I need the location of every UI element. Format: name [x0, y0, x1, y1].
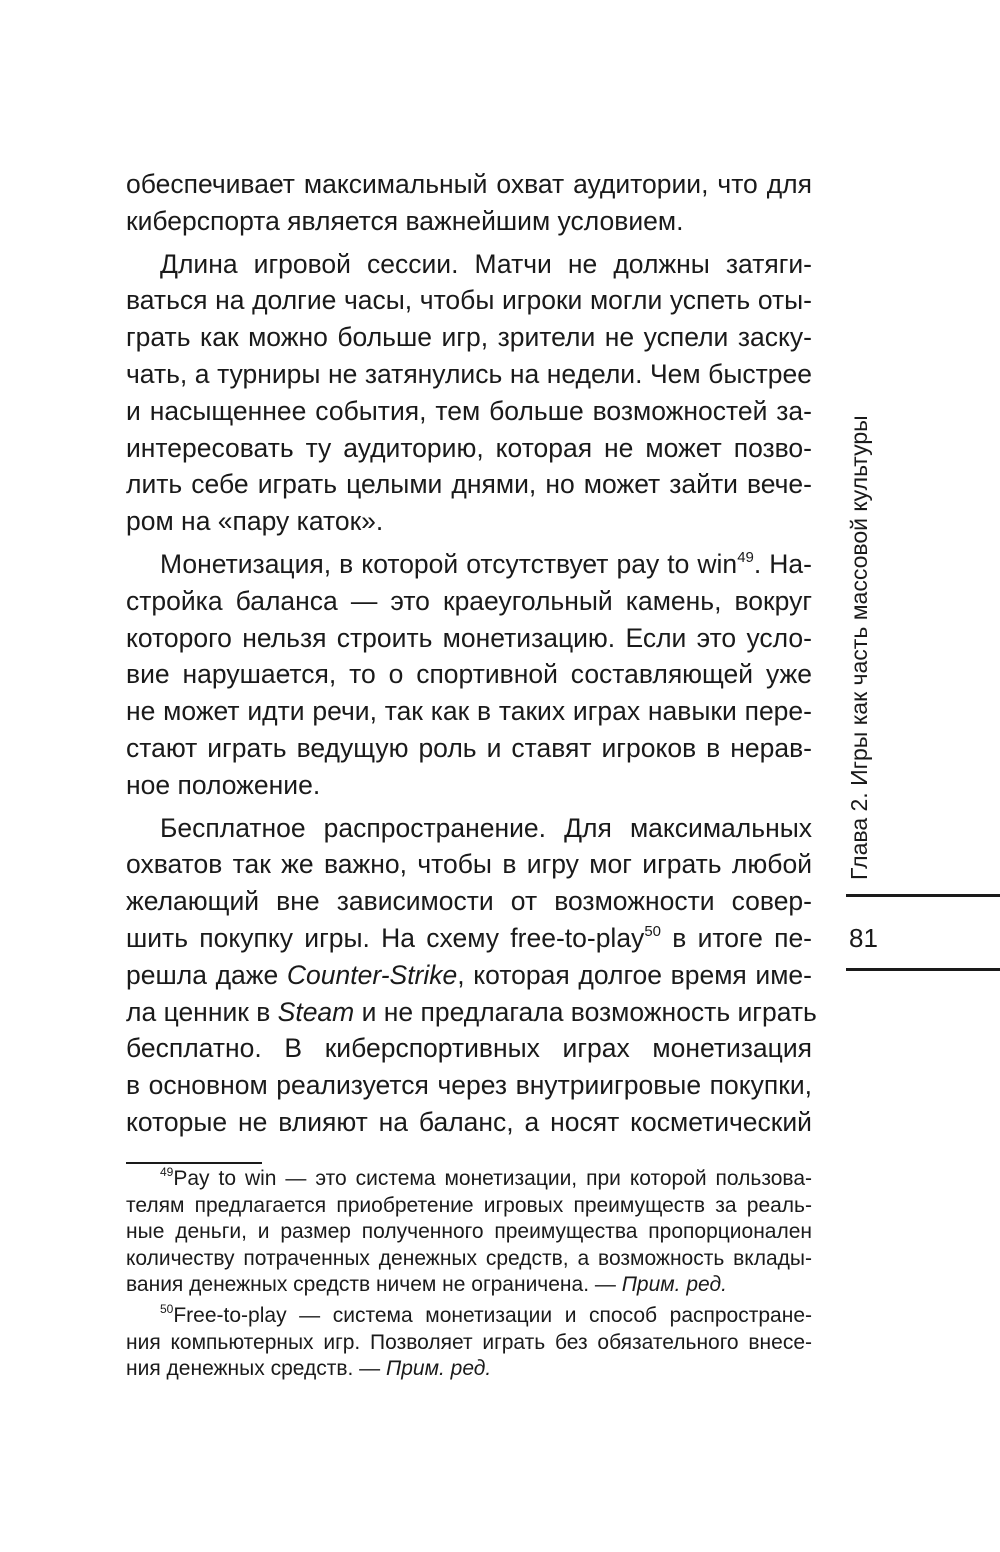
text-line: интересовать ту аудиторию, которая не может позво-: [126, 432, 812, 463]
editor-note: Прим. ред.: [621, 1273, 727, 1297]
text-segment: Free-to-play — система монетизации и способ распростране-: [173, 1303, 812, 1327]
text-line: ром на «пару каток».: [126, 506, 384, 537]
sidebar-rule-top: [846, 894, 1000, 897]
text-line: [126, 920, 812, 957]
footnote-line: количеству потраченных денежных средств, а возможность вклады-: [126, 1246, 812, 1270]
text-line: [126, 957, 812, 994]
footnote-line: [126, 1303, 812, 1330]
text-segment: вания денежных средств ничем не ограничена. —: [126, 1273, 622, 1297]
footnote-line: телям предлагается приобретение игровых преимуществ за реаль-: [126, 1193, 812, 1217]
paragraph-1: [126, 166, 812, 240]
text-line: [126, 546, 812, 583]
text-line: киберспорта является важнейшим условием.: [126, 205, 684, 236]
footnote-ref-50[interactable]: 50: [644, 922, 661, 940]
paragraph-3: [126, 546, 812, 804]
footnote-divider: [126, 1162, 262, 1164]
sidebar-rule-bottom: [846, 968, 1000, 971]
text-line: охватов так же важно, чтобы в игру мог играть любой: [126, 849, 812, 880]
text-line: чать, а турниры не затянулись на недели. Чем быстрее: [126, 358, 812, 389]
text-segment: ния денежных средств. —: [126, 1357, 387, 1381]
text-line: и насыщеннее события, тем больше возможностей за-: [126, 395, 812, 426]
text-line: обеспечивает максимальный охват аудитории, что для: [126, 169, 812, 199]
text-line: не может идти речи, так как в таких играх навыки пере-: [126, 696, 812, 727]
text-line: которого нельзя строить монетизацию. Если это усло-: [126, 622, 812, 653]
text-segment: ла ценник в: [126, 996, 278, 1027]
text-segment: , которая долгое время име-: [457, 959, 812, 990]
footnote-50: [126, 1303, 812, 1383]
text-line: вие нарушается, то о спортивной составляющей уже: [126, 659, 812, 690]
text-line: стройка баланса — это краеугольный камень, вокруг: [126, 585, 812, 616]
text-line: грать как можно больше игр, зрители не успели заску-: [126, 322, 812, 353]
text-segment: и не предлагала возможность играть: [354, 996, 817, 1027]
text-line: в основном реализуется через внутриигровые покупки,: [126, 1070, 812, 1101]
text-segment: решла даже: [126, 959, 287, 990]
footnote-ref-49[interactable]: 49: [737, 548, 754, 566]
page-number: 81: [849, 923, 878, 953]
text-line: ное положение.: [126, 769, 321, 800]
footnote-line: [126, 1356, 812, 1383]
text-line: желающий вне зависимости от возможности совер-: [126, 886, 812, 917]
footnote-49: [126, 1166, 812, 1299]
text-line: бесплатно. В киберспортивных играх монетизация: [126, 1033, 812, 1064]
footnote-number: 49: [160, 1165, 174, 1179]
text-segment: . На-: [753, 548, 812, 579]
text-line: которые не влияют на баланс, а носят косметический: [126, 1106, 812, 1137]
footnote-line: [126, 1272, 812, 1299]
text-line: стают играть ведущую роль и ставят игроков в нерав-: [126, 732, 812, 763]
editor-note: Прим. ред.: [386, 1357, 492, 1381]
footnotes: [126, 1166, 812, 1383]
text-segment: шить покупку игры. На схему free-to-play: [126, 922, 645, 953]
footnote-line: ния компьютерных игр. Позволяет играть без обязательного внесе-: [126, 1330, 812, 1354]
footnote-line: ные деньги, и размер полученного преимущества пропорционален: [126, 1220, 812, 1244]
text-line: ваться на долгие часы, чтобы игроки могли успеть оты-: [126, 285, 812, 316]
footnote-number: 50: [160, 1301, 174, 1316]
paragraph-2: [126, 246, 812, 540]
text-line: [126, 994, 817, 1031]
text-line: Длина игровой сессии. Матчи не должны затяги-: [160, 248, 812, 279]
text-segment: Pay to win — это система монетизации, при которой пользова-: [173, 1167, 812, 1190]
chapter-running-title: Глава 2. Игры как часть массовой культуры: [846, 415, 872, 880]
paragraph-4: [126, 810, 817, 1141]
main-text: [126, 166, 817, 1141]
text-line: Бесплатное распространение. Для максимальных: [160, 812, 812, 843]
footnote-line: [126, 1166, 812, 1193]
italic-title: Counter-Strike: [286, 959, 458, 990]
italic-title: Steam: [277, 996, 355, 1027]
text-segment: в итоге пе-: [661, 922, 813, 953]
text-line: лить себе играть целыми днями, но может зайти вече-: [126, 469, 812, 500]
text-segment: Монетизация, в которой отсутствует pay to win: [160, 548, 738, 579]
